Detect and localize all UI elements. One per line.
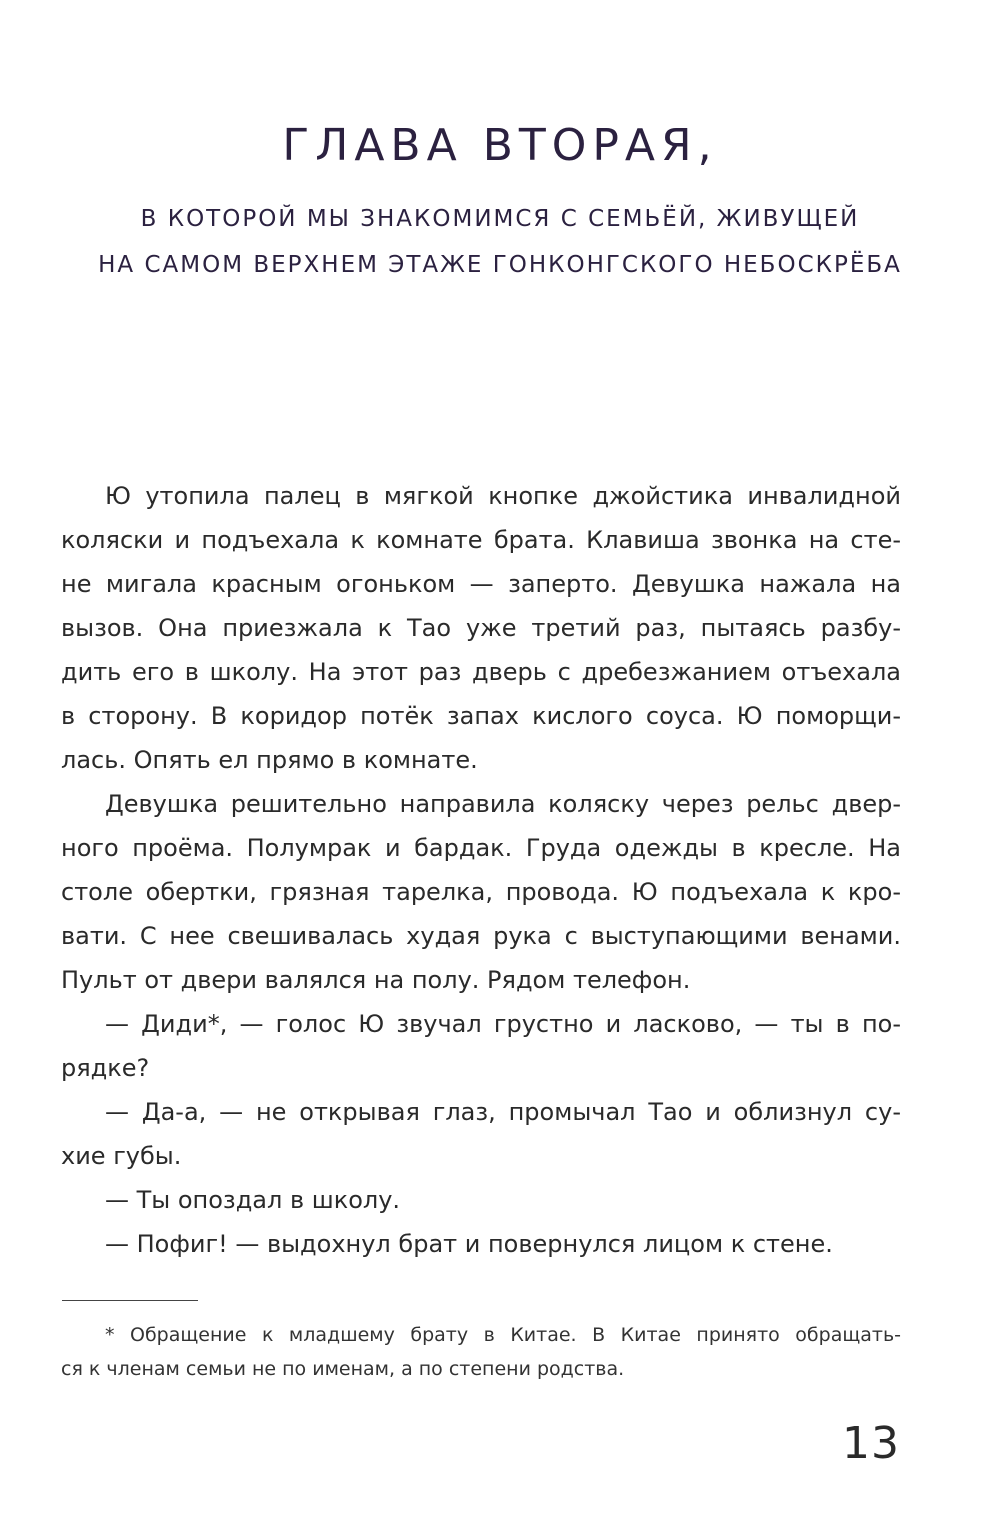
text-line: вати. С нее свешивалась худая рука с выступающими венами. xyxy=(61,922,901,950)
text-line: коляски и подъехала к комнате брата. Клавиша звонка на сте- xyxy=(61,526,901,554)
text-line: лась. Опять ел прямо в комнате. xyxy=(61,746,478,774)
chapter-subtitle xyxy=(0,196,1000,288)
page-number: 13 xyxy=(842,1418,900,1469)
text-line: Девушка решительно направила коляску через рельс двер- xyxy=(105,790,901,818)
text-line: рядке? xyxy=(61,1054,150,1082)
footnote-divider xyxy=(62,1300,198,1301)
text-line: Пульт от двери валялся на полу. Рядом телефон. xyxy=(61,966,691,994)
footnote-line: ся к членам семьи не по именам, а по степени родства. xyxy=(61,1358,625,1380)
text-line: Ю утопила палец в мягкой кнопке джойстика инвалидной xyxy=(105,482,901,510)
footnote-line: * Обращение к младшему брату в Китае. В Китае принято обращать- xyxy=(105,1324,901,1346)
text-line: вызов. Она приезжала к Тао уже третий раз, пытаясь разбу- xyxy=(61,614,901,642)
body-text xyxy=(61,474,901,1266)
text-line: хие губы. xyxy=(61,1142,182,1170)
text-line: дить его в школу. На этот раз дверь с дребезжанием отъехала xyxy=(61,658,901,686)
text-line: ного проёма. Полумрак и бардак. Груда одежды в кресле. На xyxy=(61,834,901,862)
text-line: столе обертки, грязная тарелка, провода. Ю подъехала к кро- xyxy=(61,878,901,906)
chapter-title: ГЛАВА ВТОРАЯ, xyxy=(282,120,718,171)
text-line: в сторону. В коридор потёк запах кислого соуса. Ю поморщи- xyxy=(61,702,901,730)
text-line: — Пофиг! — выдохнул брат и повернулся лицом к стене. xyxy=(105,1230,833,1258)
text-line: — Диди*, — голос Ю звучал грустно и ласково, — ты в по- xyxy=(105,1010,901,1038)
subtitle-line: НА САМОМ ВЕРХНЕМ ЭТАЖЕ ГОНКОНГСКОГО НЕБОСКРЁБА xyxy=(98,252,902,278)
footnote xyxy=(61,1318,901,1386)
text-line: — Да-а, — не открывая глаз, промычал Тао и облизнул су- xyxy=(105,1098,901,1126)
text-line: не мигала красным огоньком — заперто. Девушка нажала на xyxy=(61,570,901,598)
text-line: — Ты опоздал в школу. xyxy=(105,1186,401,1214)
subtitle-line: В КОТОРОЙ МЫ ЗНАКОМИМСЯ С СЕМЬЁЙ, ЖИВУЩЕЙ xyxy=(140,206,860,232)
